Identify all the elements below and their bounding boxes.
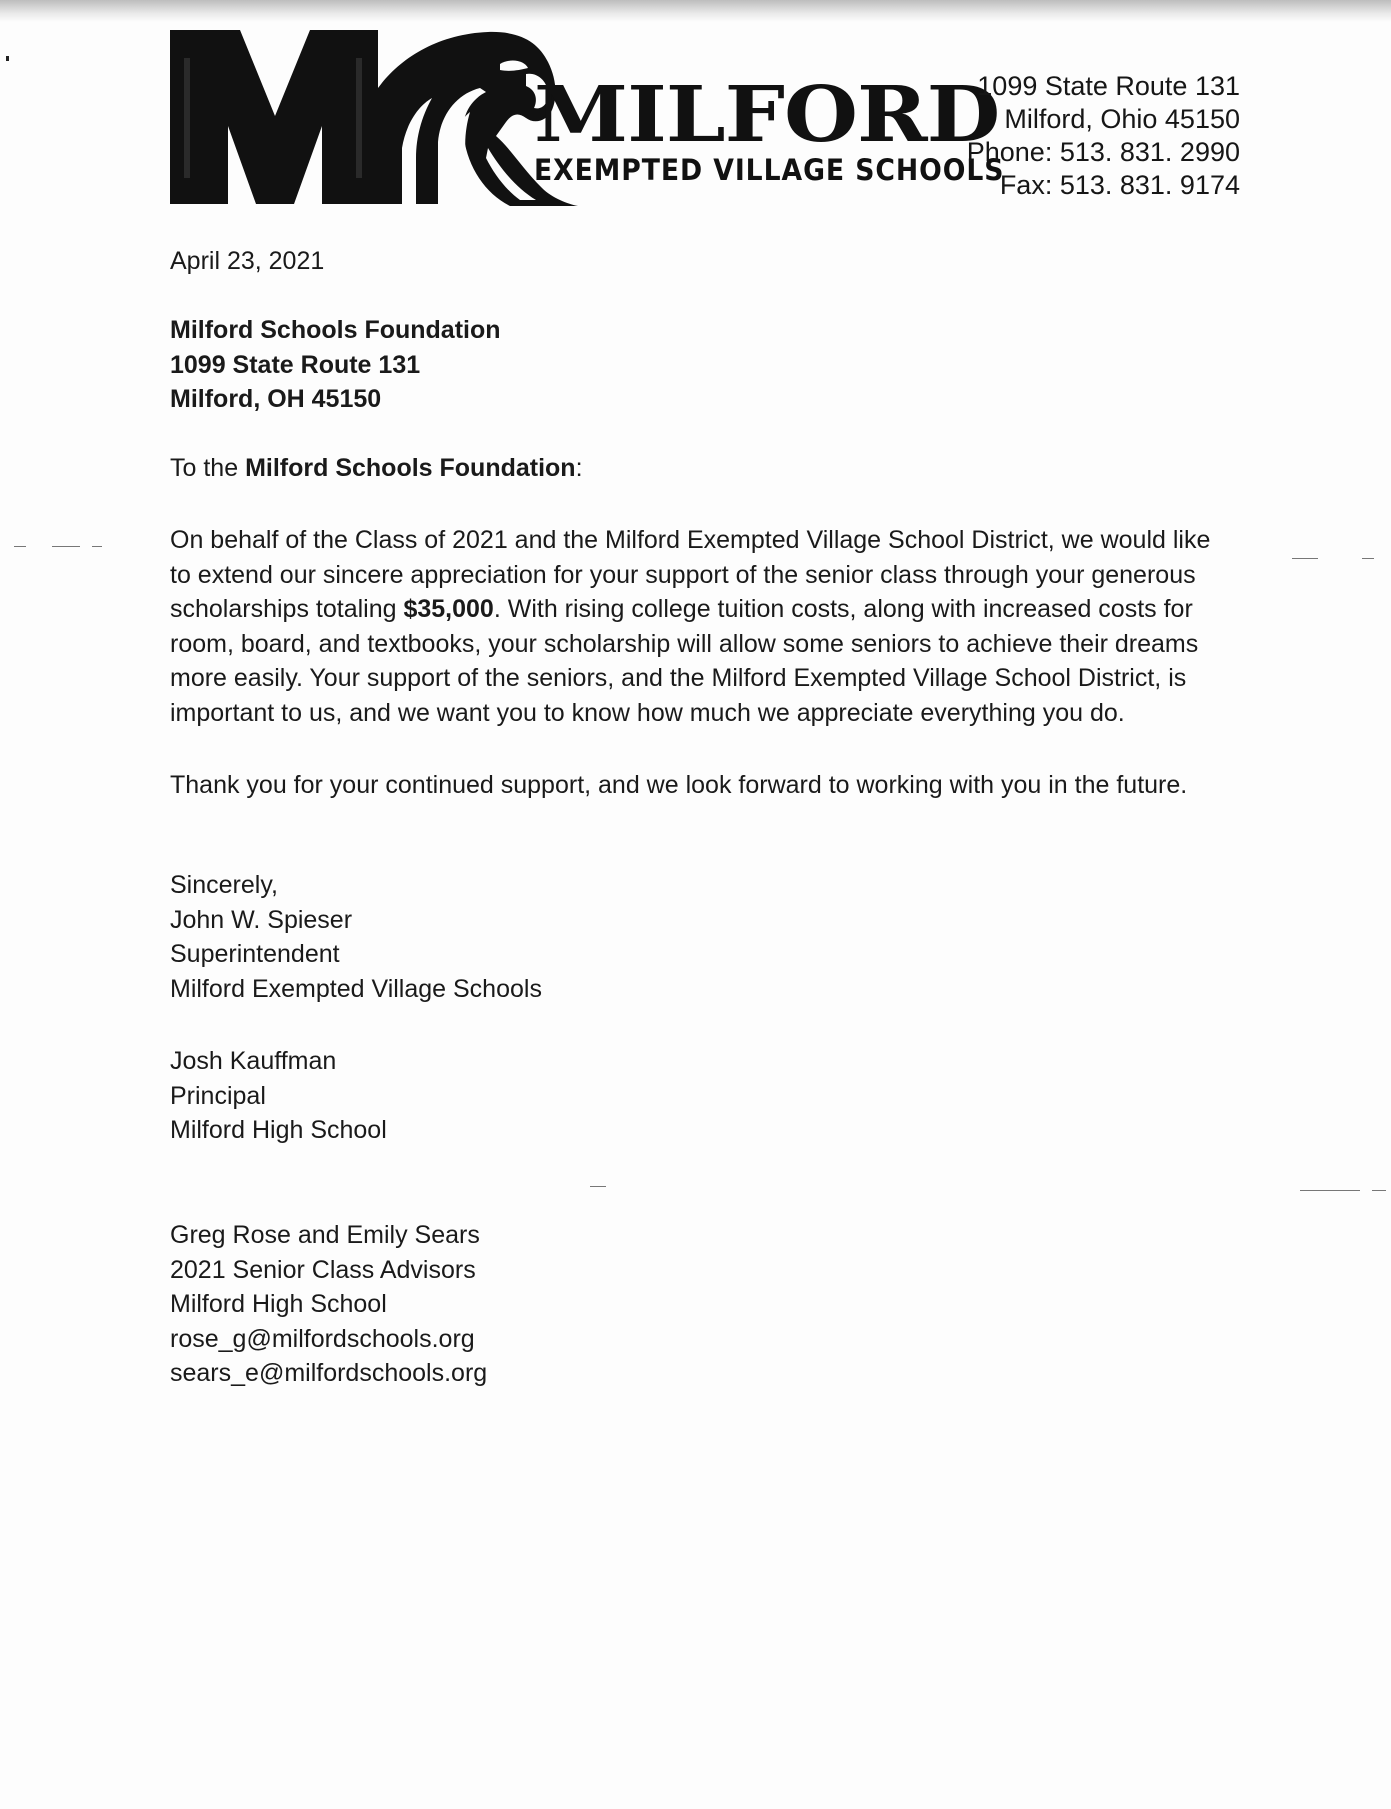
para1-line-amount [170,592,1250,627]
para1-line: more easily. Your support of the seniors, and the Milford Exempted Village School District, is [170,664,1187,692]
recipient-name: Milford Schools Foundation [170,316,501,344]
signer-name: Josh Kauffman [170,1047,337,1075]
salutation-prefix: To the [170,454,246,482]
body-paragraph-2: Thank you for your continued support, and we look forward to working with you in the future. [170,771,1188,799]
valediction: Sincerely, [170,871,278,899]
letterhead [170,28,1240,210]
salutation-suffix: : [575,454,583,482]
salutation-name: Milford Schools Foundation [245,454,576,482]
salutation [170,451,1250,486]
scholarship-amount: $35,000 [403,595,494,623]
signer-email: sears_e@milfordschools.org [170,1359,488,1387]
logo-m-shape [170,30,378,204]
letterhead-contact [967,70,1240,202]
signer-org: Milford High School [170,1116,387,1144]
para1-line3-before: scholarships totaling [170,595,404,623]
contact-address-line2: Milford, Ohio 45150 [1004,104,1240,134]
closing-signer-1 [170,868,1250,1006]
signer-org: Milford High School [170,1290,387,1318]
signer-title: 2021 Senior Class Advisors [170,1255,476,1284]
para1-line: On behalf of the Class of 2021 and the Milford Exempted Village School District, we would like [170,526,1211,554]
signer-title: Superintendent [170,940,340,968]
district-name: MILFORD [534,70,1000,161]
recipient-address [170,313,1250,417]
recipient-street: 1099 State Route 131 [170,350,421,379]
contact-phone: Phone: 513. 831. 2990 [966,137,1240,167]
signer-org: Milford Exempted Village Schools [170,974,542,1003]
district-subtitle: EXEMPTED VILLAGE SCHOOLS [534,153,1005,187]
signer-title: Principal [170,1081,266,1110]
letter-date: April 23, 2021 [170,247,325,275]
recipient-city: Milford, OH 45150 [170,385,382,413]
body-paragraph-1 [170,523,1250,730]
signer-email: rose_g@milfordschools.org [170,1324,475,1353]
contact-address-line1: 1099 State Route 131 [977,71,1240,101]
signer-name: Greg Rose and Emily Sears [170,1221,480,1249]
signer-name: John W. Spieser [170,905,353,934]
closing-signer-3 [170,1218,1250,1391]
para1-line: to extend our sincere appreciation for your support of the senior class through your generous [170,560,1196,589]
para1-line: room, board, and textbooks, your scholarship will allow some seniors to achieve their dreams [170,629,1199,658]
para1-line3-after: . With rising college tuition costs, along with increased costs for [493,595,1193,623]
closing-signer-2 [170,1044,1250,1148]
contact-fax: Fax: 513. 831. 9174 [999,170,1240,200]
para1-line: important to us, and we want you to know how much we appreciate everything you do. [170,698,1125,727]
